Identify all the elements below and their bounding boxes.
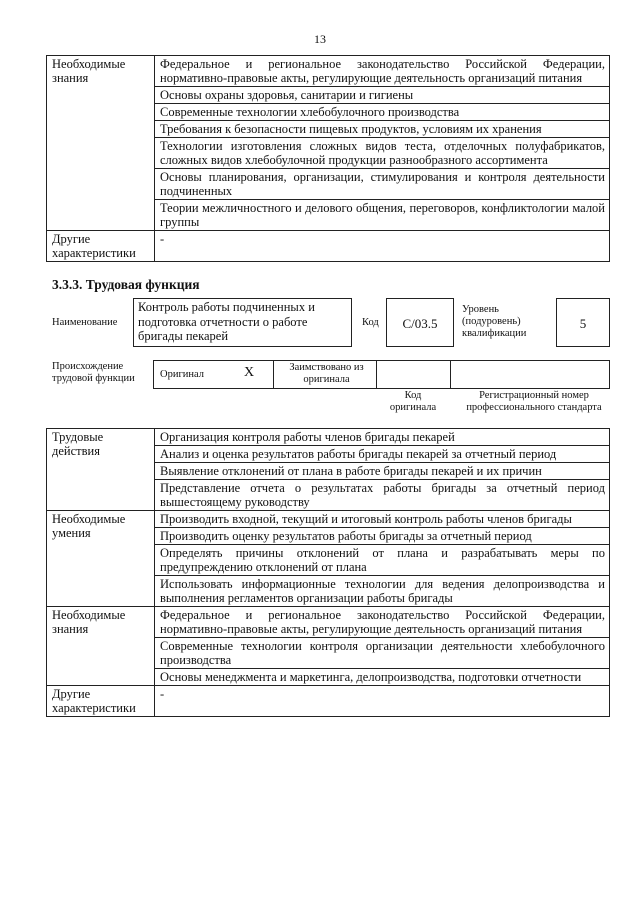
level-label: Уровень (подуровень) квалификации <box>462 304 527 339</box>
table-cell: Теории межличностного и делового общения, переговоров, конфликтологии малой группы <box>155 200 610 231</box>
table-cell: Федеральное и региональное законодательство Российской Федерации, нормативно-правовые акты, регулирующие деятельность организаций питания <box>155 607 610 638</box>
original-label: Оригинал <box>160 369 204 380</box>
table-cell: - <box>155 231 610 262</box>
table-cell: Производить оценку результатов работы бригады за отчетный период <box>155 528 610 545</box>
table-cell: Современные технологии контроля организации деятельности хлебобулочного производства <box>155 638 610 669</box>
level-box <box>556 298 610 347</box>
qualification-level: 5 <box>579 316 587 331</box>
table-cell: Организация контроля работы членов бригады пекарей <box>155 429 610 446</box>
table-row <box>47 511 610 528</box>
table-cell: Основы планирования, организации, стимулирования и контроля деятельности подчиненных <box>155 169 610 200</box>
row-label: Необходимые знания <box>47 607 155 686</box>
section-title: 3.3.3. Трудовая функция <box>52 277 200 292</box>
divider <box>450 360 451 389</box>
row-label: Другие характеристики <box>47 686 155 717</box>
borrowed-label: Заимствовано из оригинала <box>289 362 364 385</box>
table-row <box>47 686 610 717</box>
labor-function-table <box>46 428 610 717</box>
table-cell: Производить входной, текущий и итоговый контроль работы членов бригады <box>155 511 610 528</box>
origin-label: Происхождение трудовой функции <box>52 361 135 384</box>
table-cell: Использовать информационные технологии для ведения делопроизводства и выполнения регламентов организации работы бригады <box>155 576 610 607</box>
table-cell: Выявление отклонений от плана в работе бригады пекарей и их причин <box>155 463 610 480</box>
function-name-box <box>133 298 352 347</box>
table-cell: Анализ и оценка результатов работы бригады пекарей за отчетный период <box>155 446 610 463</box>
origin-box <box>153 360 610 389</box>
table-row <box>47 429 610 446</box>
code-box <box>386 298 454 347</box>
page-number: 13 <box>314 32 326 46</box>
table-cell: Требования к безопасности пищевых продуктов, условиям их хранения <box>155 121 610 138</box>
name-label: Наименование <box>52 317 118 328</box>
table-row <box>47 231 610 262</box>
row-label: Трудовые действия <box>47 429 155 511</box>
row-label: Необходимые умения <box>47 511 155 607</box>
table-cell: Основы охраны здоровья, санитарии и гигиены <box>155 87 610 104</box>
reg-number-label: Регистрационный номер профессионального стандарта <box>466 390 602 413</box>
table-row <box>47 56 610 87</box>
code-label: Код <box>362 317 379 328</box>
divider <box>376 360 377 389</box>
table-cell: Представление отчета о результатах работы бригады за отчетный период вышестоящему руководству <box>155 480 610 511</box>
table-cell: Федеральное и региональное законодательство Российской Федерации, нормативно-правовые акты, регулирующие деятельность организаций питания <box>155 56 610 87</box>
table-cell: Определять причины отклонений от плана и разрабатывать меры по предупреждению отклонений от плана <box>155 545 610 576</box>
table-row <box>47 607 610 638</box>
table-cell: Основы менеджмента и маркетинга, делопроизводства, подготовки отчетности <box>155 669 610 686</box>
table-cell: Технологии изготовления сложных видов теста, отделочных полуфабрикатов, сложных видов хлебобулочной продукции разнообразного ассортимента <box>155 138 610 169</box>
function-name: Контроль работы подчиненных и подготовка отчетности о работе бригады пекарей <box>138 300 315 343</box>
row-label: Другие характеристики <box>47 231 155 262</box>
table-cell: - <box>155 686 610 717</box>
table-cell: Современные технологии хлебобулочного производства <box>155 104 610 121</box>
row-label: Необходимые знания <box>47 56 155 231</box>
code-original-label: Код оригинала <box>389 390 437 413</box>
divider <box>273 360 274 389</box>
function-code: С/03.5 <box>402 316 438 331</box>
original-mark: X <box>244 365 255 380</box>
knowledge-table-continued <box>46 55 610 262</box>
